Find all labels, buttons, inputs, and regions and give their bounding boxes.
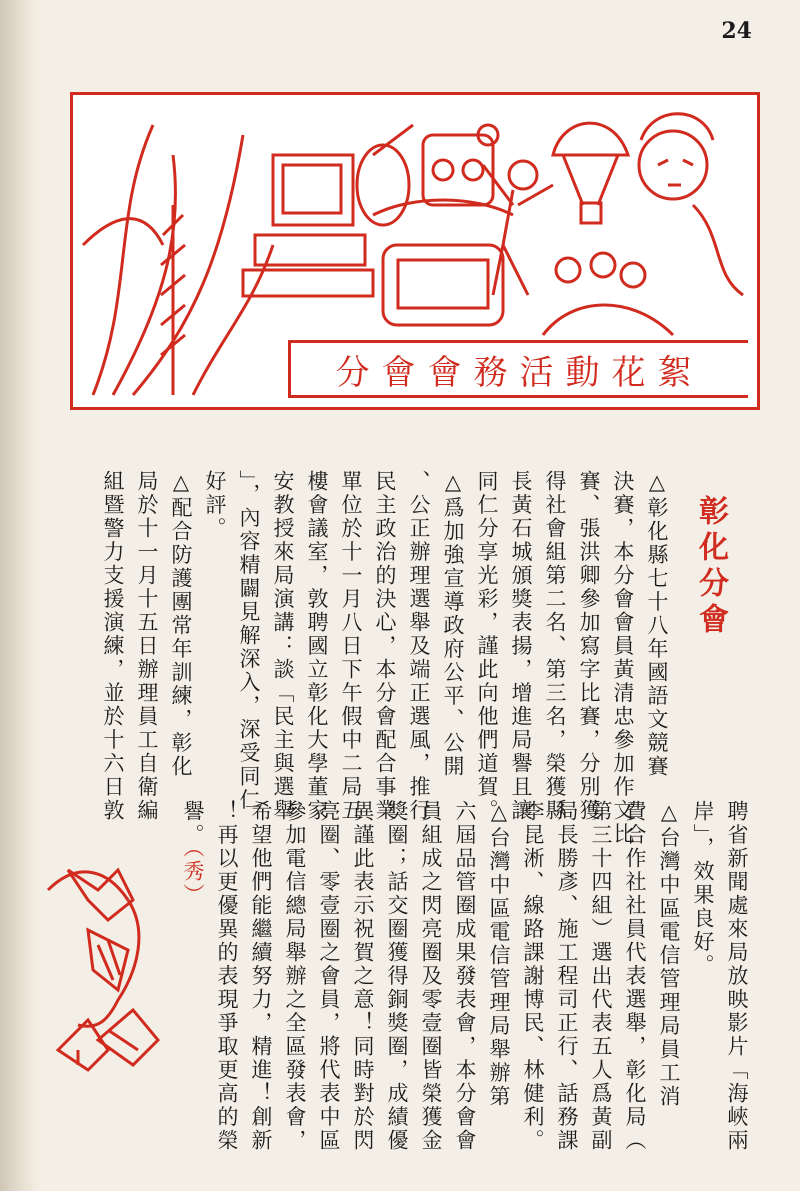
page-binding-edge	[0, 0, 40, 1191]
page-number: 24	[721, 18, 752, 44]
text-column: 參加電信總局舉辦之全區發表會，	[283, 800, 307, 1153]
text-column	[176, 800, 209, 1160]
text-column: △台灣中區電信管理局舉辦第	[487, 800, 511, 1109]
text-column: 第三十四組）選出代表五人爲黃副	[589, 800, 613, 1153]
text-column: 同仁分享光彩，謹此向他們道賀。	[475, 470, 499, 823]
text-column: 決賽，本分會會員黃清忠參加作文比	[611, 470, 635, 846]
flower-decoration	[38, 850, 178, 1080]
text-column: 、公正辦理選舉及端正選風，推行	[407, 470, 431, 823]
text-column: 樓會議室，敦聘國立彰化大學董家	[305, 470, 329, 823]
text-column: 岸」，效果良好。	[691, 800, 715, 978]
text-column: 單位於十一月八日下午假中二局五	[339, 470, 363, 823]
text-column: 」，內容精闢見解深入，深受同仁	[237, 470, 261, 812]
text-column: 異謹此表示祝賀之意！同時對於閃	[351, 800, 375, 1153]
text-column: 得社會組第二名、第三名，榮獲縣	[543, 470, 567, 823]
section-heading: 彰化分會	[693, 495, 728, 639]
author-credit: （秀）	[181, 847, 205, 907]
text-column: 李昆淅、線路課謝博民、林健利。	[521, 800, 545, 1153]
closing-text: 譽。	[181, 800, 205, 847]
banner-title: 分會會務活動花絮	[288, 340, 748, 398]
text-column: 安教授來局演講：談「民主與選舉	[271, 470, 295, 823]
text-column: △爲加強宣導政府公平、公開	[441, 470, 465, 779]
text-column: 民主政治的決心，本分會配合事業	[373, 470, 397, 823]
text-column: 長黃石城頒獎表揚，增進局譽且讓	[509, 470, 533, 823]
text-column: △台灣中區電信管理局員工消	[657, 800, 681, 1109]
text-column: 局於十一月十五日辦理員工自衛編	[135, 470, 159, 823]
text-column: △彰化縣七十八年國語文競賽	[645, 470, 669, 779]
text-column: 費合作社社員代表選舉，彰化局（	[623, 800, 647, 1153]
text-column: 六屆品管圈成果發表會，本分會會	[453, 800, 477, 1153]
text-column: 亮圈、零壹圈之會員，將代表中區	[317, 800, 341, 1153]
text-column: 局長勝彥、施工程司正行、話務課	[555, 800, 579, 1153]
text-column: 獎圈；話交圈獲得銅獎圈，成績優	[385, 800, 409, 1153]
text-column: 好評。	[203, 470, 227, 541]
text-column: 聘省新聞處來局放映影片「海峽兩	[725, 800, 749, 1153]
text-column: 希望他們能繼續努力，精進！創新	[249, 800, 273, 1153]
text-column: 賽、張洪卿參加寫字比賽，分別獲	[577, 470, 601, 823]
text-column: △配合防護團常年訓練，彰化	[169, 470, 193, 779]
text-column: ！再以更優異的表現爭取更高的榮	[215, 800, 239, 1153]
text-column: 員組成之閃亮圈及零壹圈皆榮獲金	[419, 800, 443, 1153]
text-column: 組暨警力支援演練，並於十六日敦	[101, 470, 125, 823]
header-banner	[70, 92, 760, 410]
